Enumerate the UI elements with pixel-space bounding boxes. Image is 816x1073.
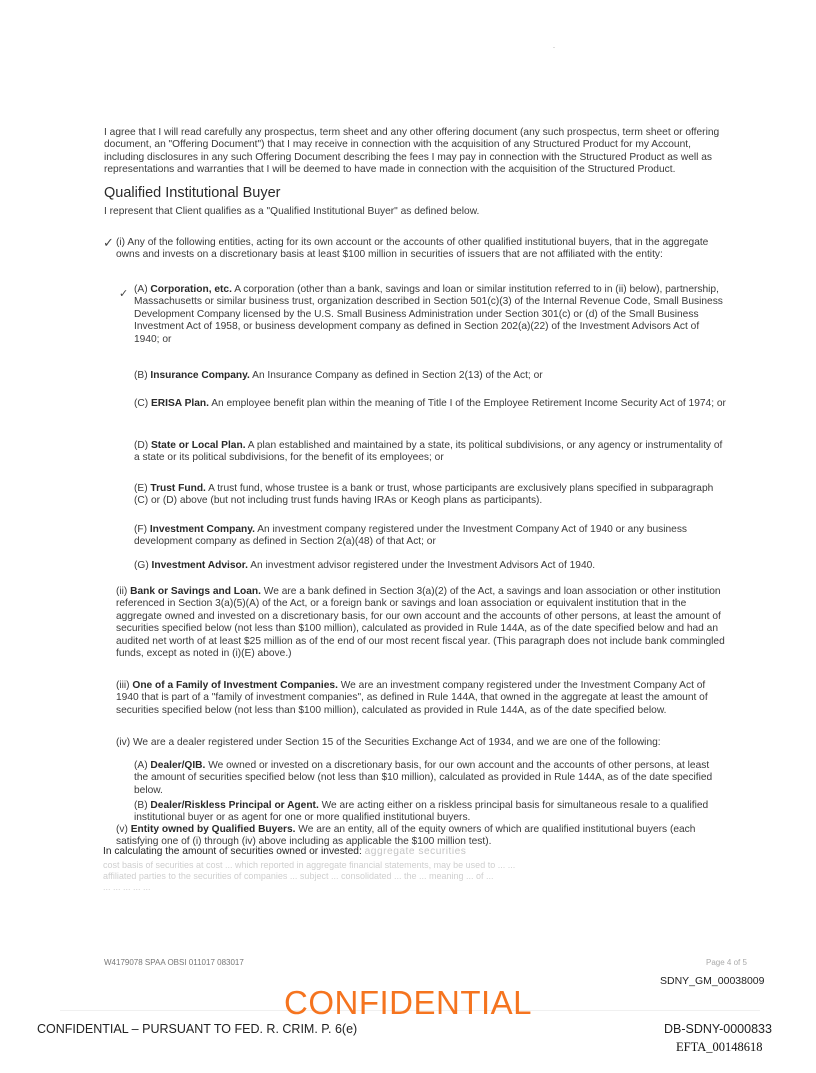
- bates-number: SDNY_GM_00038009: [660, 975, 765, 987]
- sub-item-text: An employee benefit plan within the meaning of Title I of the Employee Retirement Income Security Act of 1974; or: [208, 398, 726, 409]
- item-text: We are an investment company registered under the Investment Company Act of 1940 that is part of a "family of investment companies", as defined in Rule 144A, that owned in the aggregate at least the amount of securities specified below (not less than $100 million), calculated as provided in Rule 144A, as of the date specified below.: [116, 680, 708, 716]
- item-prefix: (v): [116, 824, 131, 835]
- sub-item-text: An investment advisor registered under the Investment Advisors Act of 1940.: [247, 560, 596, 571]
- calculation-paragraph: [103, 846, 728, 858]
- document-id: W4179078 SPAA OBSI 011017 083017: [104, 958, 244, 967]
- sub-item-d: [134, 440, 726, 465]
- item-prefix: (ii): [116, 586, 131, 597]
- item-iii: [116, 680, 726, 717]
- item-text: We are an entity, all of the equity owners of which are qualified institutional buyers (each satisfying one of (i) through (iv) above including as applicable the $100 million test).: [116, 824, 696, 848]
- confidential-notice: CONFIDENTIAL – PURSUANT TO FED. R. CRIM. P. 6(e): [37, 1022, 358, 1036]
- sub-item-prefix: (E): [134, 483, 151, 494]
- sub-item-title: Corporation, etc.: [150, 284, 232, 295]
- item-prefix: (A): [134, 760, 151, 771]
- item-text: We are a bank defined in Section 3(a)(2) of the Act, a savings and loan association or other institution referenced in Section 3(a)(5)(A) of the Act, or a foreign bank or savings and loan association or equivalent institution that in the aggregate owned and invested on a discretionary basis, for our own account and the accounts of other persons, at least the amount of securities specified below (not less than $100 million), calculated as provided in Rule 144A, as of the date specified below and had an audited net worth of at least $25 million as of the end of our most recent fiscal year. (This paragraph does not include bank commingled funds, except as noted in (i)(E) above.): [116, 586, 725, 660]
- sub-item-f: [134, 524, 726, 549]
- sub-item-b: [134, 370, 726, 382]
- represent-statement: I represent that Client qualifies as a "Qualified Institutional Buyer" as defined below.: [104, 206, 480, 217]
- sub-item-text: A plan established and maintained by a state, its political subdivisions, or any agency or instrumentality of a state or its political subdivisions, for the benefit of its employees; or: [134, 440, 723, 464]
- item-iv-b: [134, 800, 726, 825]
- sub-item-text: A corporation (other than a bank, savings and loan or similar institution referred to in (ii) below), partnership, Massachusetts or similar business trust, organization described in Section 501(c)(3) of the Internal Revenue Code, Small Business Development Company licensed by the U.S. Small Business Administration under Section 301(c) or (d) of the Small Business Investment Act of 1958, or business development company as defined in Section 202(a)(22) of the Investment Advisors Act of 1940; or: [134, 284, 723, 345]
- sub-item-g: [134, 560, 726, 572]
- faded-line: affiliated parties to the securities of companies ... subject ... consolidated ... the ... meaning ... of ...: [103, 871, 494, 881]
- sub-item-prefix: (C): [134, 398, 151, 409]
- page-number: Page 4 of 5: [706, 958, 747, 967]
- sub-item-prefix: (D): [134, 440, 151, 451]
- faded-line: cost basis of securities at cost ... which reported in aggregate financial statements, may be used to ... ...: [103, 860, 516, 870]
- scan-speck: [553, 47, 555, 48]
- item-title: Dealer/Riskless Principal or Agent.: [150, 800, 319, 811]
- sub-item-text: A trust fund, whose trustee is a bank or trust, whose participants are exclusively plans specified in subparagraph (C) or (D) above (but not including trust funds having IRAs or Keogh plans as participants).: [134, 483, 714, 507]
- sub-item-text: An investment company registered under the Investment Company Act of 1940 or any business development company as defined in Section 2(a)(48) of that Act; or: [134, 524, 688, 548]
- faded-text: aggregate securities: [364, 846, 467, 857]
- sub-item-title: ERISA Plan.: [150, 398, 209, 409]
- item-title: Bank or Savings and Loan.: [130, 586, 261, 597]
- sub-item-a: [134, 284, 726, 346]
- sub-item-title: Investment Advisor.: [151, 560, 248, 571]
- efta-number: EFTA_00148618: [676, 1040, 763, 1054]
- item-i: (i) Any of the following entities, acting for its own account or the accounts of other qualified institutional buyers, that in the aggregate owns and invests on a discretionary basis at least $100 million in securities of issuers that are not affiliated with the entity:: [116, 237, 709, 261]
- item-title: Dealer/QIB.: [150, 760, 206, 771]
- calculation-title: In calculating the amount of securities owned or invested:: [103, 846, 362, 857]
- checkmark-icon: ✓: [119, 288, 129, 300]
- sub-item-prefix: (F): [134, 524, 150, 535]
- sub-item-title: Trust Fund.: [150, 483, 206, 494]
- sub-item-prefix: (A): [134, 284, 151, 295]
- intro-paragraph: I agree that I will read carefully any prospectus, term sheet and any other offering document (any such prospectus, term sheet or offering document, an "Offering Document") that I may receive in connection with the acquisition of any Structured Product for my Account, including disclosures in any such Offering Document describing the fees I may pay in connection with the Structured Product as well as representations and warranties that I will be deemed to have made in connection with the acquisition of the Structured Product.: [104, 127, 720, 176]
- sub-item-title: State or Local Plan.: [150, 440, 246, 451]
- item-prefix: (iii): [116, 680, 133, 691]
- sub-item-prefix: (G): [134, 560, 152, 571]
- sub-item-prefix: (B): [134, 370, 151, 381]
- item-ii: [116, 586, 726, 660]
- confidential-stamp: CONFIDENTIAL: [283, 984, 533, 1021]
- item-title: Entity owned by Qualified Buyers.: [130, 824, 296, 835]
- item-text: We are acting either on a riskless principal basis for simultaneous resale to a qualified institutional buyer or as agent for one or more qualified institutional buyers.: [134, 800, 709, 824]
- faded-line: ... ... ... ... ...: [103, 882, 151, 892]
- item-iv: (iv) We are a dealer registered under Section 15 of the Securities Exchange Act of 1934, and we are one of the following:: [116, 737, 661, 748]
- sub-item-e: [134, 483, 726, 508]
- sub-item-title: Investment Company.: [149, 524, 255, 535]
- item-text: We owned or invested on a discretionary basis, for our own account and the accounts of other persons, at least the amount of securities specified below (not less than $10 million), calculated as provided in Rule 144A, as of the date specified below.: [134, 760, 713, 796]
- item-prefix: (B): [134, 800, 151, 811]
- section-heading: Qualified Institutional Buyer: [104, 185, 281, 201]
- sub-item-title: Insurance Company.: [150, 370, 250, 381]
- checkmark-icon: ✓: [103, 235, 114, 250]
- sub-item-text: An Insurance Company as defined in Section 2(13) of the Act; or: [249, 370, 543, 381]
- item-title: One of a Family of Investment Companies.: [132, 680, 338, 691]
- item-iv-a: [134, 760, 726, 797]
- sub-item-c: [134, 398, 726, 410]
- bates-number-2: DB-SDNY-0000833: [664, 1022, 772, 1036]
